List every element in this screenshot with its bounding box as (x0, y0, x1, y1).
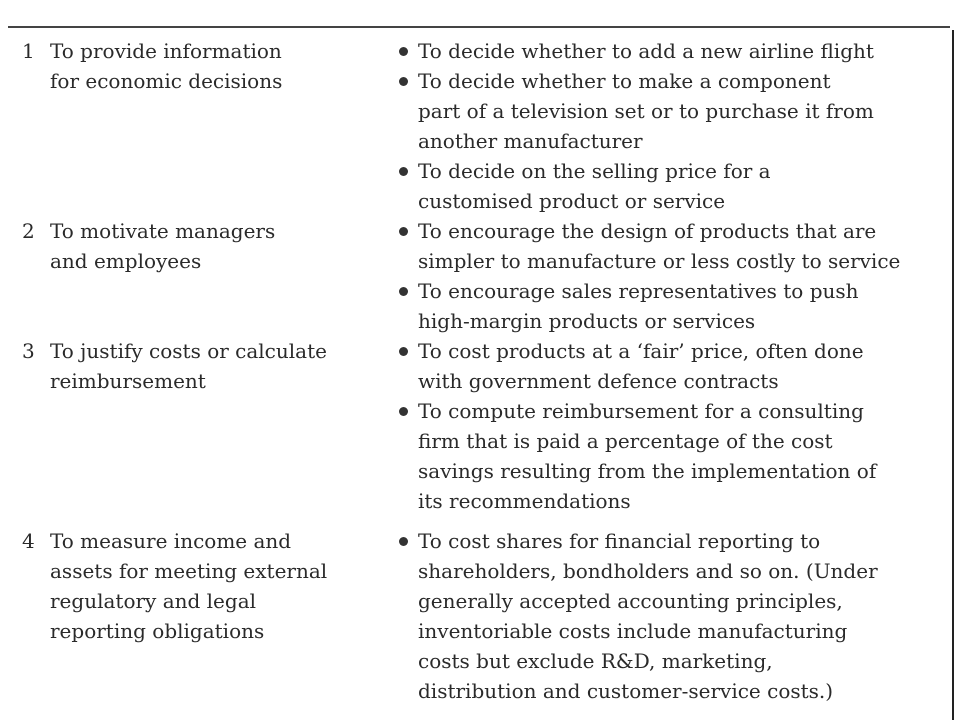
bullet-icon (390, 36, 416, 66)
example-item (390, 396, 937, 516)
bullet-dot-icon (399, 287, 408, 296)
purpose-text (50, 36, 390, 96)
example-text-line: To encourage sales representatives to push (418, 279, 859, 303)
examples-list (390, 526, 937, 706)
bullet-icon (390, 396, 416, 516)
example-text-line: To decide on the selling price for a (418, 159, 771, 183)
example-text-line: To encourage the design of products that are (418, 219, 877, 243)
example-text (416, 156, 937, 216)
example-text-line: To decide whether to add a new airline flight (418, 39, 874, 63)
bullet-dot-icon (399, 347, 408, 356)
bullet-icon (390, 336, 416, 396)
example-text (416, 216, 937, 276)
purpose-row (22, 216, 937, 336)
example-text (416, 66, 937, 156)
example-text-line: savings resulting from the implementation of (418, 459, 877, 483)
bullet-dot-icon (399, 47, 408, 56)
purpose-number: 1 (22, 39, 35, 63)
example-text-line: To cost products at a ‘fair’ price, often done (418, 339, 864, 363)
purpose-text-line: To justify costs or calculate (50, 339, 327, 363)
purpose-number: 3 (22, 339, 35, 363)
example-text-line: firm that is paid a percentage of the cost (418, 429, 833, 453)
example-text (416, 36, 937, 66)
purpose-cell (22, 336, 390, 396)
example-text (416, 526, 937, 706)
purpose-cell (22, 526, 390, 646)
purpose-text (50, 216, 390, 276)
example-item (390, 156, 937, 216)
purpose-text-line: regulatory and legal (50, 589, 257, 613)
example-text-line: distribution and customer-service costs.) (418, 679, 834, 703)
example-text-line: To decide whether to make a component (418, 69, 831, 93)
purpose-number: 4 (22, 529, 35, 553)
example-text-line: its recommendations (418, 489, 631, 513)
example-text-line: with government defence contracts (418, 369, 779, 393)
bullet-dot-icon (399, 537, 408, 546)
example-text-line: customised product or service (418, 189, 726, 213)
example-text-line: shareholders, bondholders and so on. (Under (418, 559, 878, 583)
examples-list (390, 216, 937, 336)
example-item (390, 526, 937, 706)
example-text-line: costs but exclude R&D, marketing, (418, 649, 773, 673)
purposes-table (22, 36, 937, 706)
purpose-text-line: To motivate managers (50, 219, 276, 243)
purpose-number: 2 (22, 219, 35, 243)
example-text-line: simpler to manufacture or less costly to service (418, 249, 901, 273)
example-item (390, 336, 937, 396)
purpose-text-line: for economic decisions (50, 69, 283, 93)
purpose-text-line: To measure income and (50, 529, 292, 553)
example-text-line: part of a television set or to purchase it from (418, 99, 874, 123)
bullet-icon (390, 276, 416, 336)
bullet-dot-icon (399, 77, 408, 86)
example-text (416, 336, 937, 396)
purpose-text-line: To provide information (50, 39, 282, 63)
bullet-icon (390, 156, 416, 216)
example-item (390, 36, 937, 66)
examples-list (390, 336, 937, 516)
bullet-dot-icon (399, 407, 408, 416)
purpose-text-line: assets for meeting external (50, 559, 328, 583)
example-text-line: high-margin products or services (418, 309, 756, 333)
examples-list (390, 36, 937, 216)
example-text-line: inventoriable costs include manufacturing (418, 619, 848, 643)
example-text-line: generally accepted accounting principles, (418, 589, 843, 613)
example-text (416, 276, 937, 336)
example-item (390, 66, 937, 156)
purpose-row (22, 36, 937, 216)
bullet-icon (390, 526, 416, 706)
example-item (390, 276, 937, 336)
example-text (416, 396, 937, 516)
example-item (390, 216, 937, 276)
purpose-text-line: reimbursement (50, 369, 206, 393)
example-text-line: another manufacturer (418, 129, 643, 153)
purpose-text-line: and employees (50, 249, 202, 273)
bullet-icon (390, 66, 416, 156)
bullet-icon (390, 216, 416, 276)
purpose-text (50, 336, 390, 396)
bullet-dot-icon (399, 167, 408, 176)
top-rule (8, 26, 950, 28)
purpose-cell (22, 36, 390, 96)
right-rule (952, 30, 954, 720)
purpose-row (22, 336, 937, 516)
purpose-cell (22, 216, 390, 276)
purpose-text-line: reporting obligations (50, 619, 265, 643)
example-text-line: To compute reimbursement for a consulting (418, 399, 864, 423)
purpose-row (22, 526, 937, 706)
purpose-text (50, 526, 390, 646)
bullet-dot-icon (399, 227, 408, 236)
example-text-line: To cost shares for financial reporting to (418, 529, 821, 553)
